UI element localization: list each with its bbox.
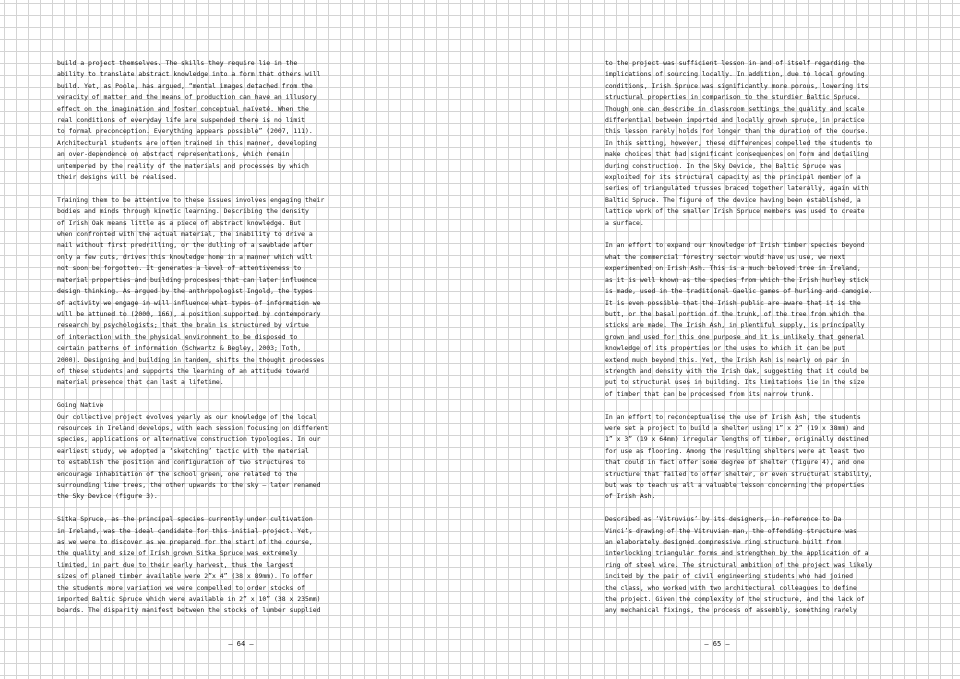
paragraph: Our collective project evolves yearly as our knowledge of the local resources in Ireland develops, with each session focusing on different species, applications or alternative construction typologies. In our earliest study, we adopted a ‘sketching’ tactic with the material to establish the position and configuration of two structures to encourage inhabitation of the school green, one related to the surrounding lime trees, the other upwards to the sky – later renamed the Sky Device (figure 3). bbox=[57, 412, 329, 501]
section-heading: Going Native bbox=[57, 401, 104, 410]
paragraph: In an effort to reconceptualise the use of Irish Ash, the students were set a project to build a shelter using 1” x 2” (19 x 38mm) and 1” x 3” (19 x 64mm) irregular lengths of timber, originally destined for use as flooring. Among the resulting shelters were at least two that could in fact offer some degree of shelter (figure 4), and one structure that failed to offer shelter, or even structural stability, but was to teach us all a valuable lesson concerning the properties of Irish Ash. bbox=[605, 412, 873, 501]
right-page bbox=[605, 58, 905, 628]
page-number-left: – 64 – bbox=[228, 640, 254, 648]
paragraph: Sitka Spruce, as the principal species currently under cultivation in Ireland, was the ideal candidate for this initial project. Yet, as we were to discover as we prepared for the start of the course, the quality and size of Irish grown Sitka Spruce was extremely limited, in part due to their early harvest, thus the largest sizes of planed timber available were 2”x 4” (38 x 89mm). To offer the students more variation we were compelled to order stocks of imported Baltic Spruce which were available in 2” x 10” (38 x 235mm) boards. The disparity manifest between the stocks of lumber supplied bbox=[57, 515, 321, 615]
left-page bbox=[57, 58, 357, 628]
paragraph: In an effort to expand our knowledge of Irish timber species beyond what the commercial forestry sector would have us use, we next experimented on Irish Ash. This is a much beloved tree in Ireland, as it is well known as the species from which the Irish hurley stick is made, used in the traditional Gaelic games of hurling and camogie. It is even possible that the Irish public are aware that it is the butt, or the basal portion of the trunk, of the tree from which the sticks are made. The Irish Ash, in plentiful supply, is principally grown and used for this one purpose and it is unlikely that general knowledge of its properties or the uses to which it can be put extend much beyond this. Yet, the Irish Ash is nearly on par in strength and density with the Irish Oak, suggesting that it could be put to structural uses in building. Its limitations lie in the size of timber that can be processed from its narrow trunk. bbox=[605, 241, 873, 398]
paragraph: to the project was sufficient lesson in and of itself regarding the implications of sourcing locally. In addition, due to local growing conditions, Irish Spruce was significantly more porous, lowering its structural properties in comparison to the sturdier Baltic Spruce. Though one can describe in classroom settings the quality and scale differential between imported and locally grown spruce, in practice this lesson rarely holds for longer than the duration of the course. In this setting, however, these differences compelled the students to make choices that had significant consequences on form and detailing during construction. In the Sky Device, the Baltic Spruce was exploited for its structural capacity as the principal member of a series of triangulated trusses braced together laterally, again with Baltic Spruce. The figure of the device having been established, a lattice work of the smaller Irish Spruce members was used to create a surface. bbox=[605, 59, 873, 227]
paragraph: build a project themselves. The skills they require lie in the ability to translate abstract knowledge into a form that others will build. Yet, as Poole, has argued, “mental images detached from the veracity of matter and the means of production can have an illusory effect on the imagination and foster conceptual naïveté. When the real conditions of everyday life are suspended there is no limit to formal preconception. Everything appears possible” (2007, 111). Architectural students are often trained in this manner, developing an over-dependence on abstract representations, which remain untempered by the reality of the materials and processes by which their designs will be realised. bbox=[57, 59, 321, 182]
paragraph: Described as ‘Vitruvius’ by its designers, in reference to Da Vinci’s drawing of the Vitruvian man, the offending structure was an elaborately designed compressive ring structure built from interlocking triangular forms and strengthen by the application of a ring of steel wire. The structural ambition of the project was likely incited by the pair of civil engineering students who had joined the class, who worked with two architectural colleagues to define the project. Given the complexity of the structure, and the lack of any mechanical fixings, the process of assembly, something rarely bbox=[605, 515, 873, 615]
paragraph: Training them to be attentive to these issues involves engaging their bodies and minds through kinetic learning. Describing the density of Irish Oak means little as a piece of abstract knowledge. But when confronted with the actual material, the inability to drive a nail without first predrilling, or the dulling of a sawblade after only a few cuts, drives this knowledge home in a manner which will not soon be forgotten. It generates a level of attentiveness to material properties and building processes that can later influence design thinking. As argued by the anthropologist Ingold, the types of activity we engage in will influence what types of information we will be attuned to (2000, 166), a position supported by contemporary research by psychologists; that the brain is structured by virtue of interaction with the physical environment to be disposed to certain patterns of information (Schwartz & Begley, 2003; Toth, 2000). Designing and building in tandem, shifts the thought processes of these students and supports the learning of an attitude toward material presence that can last a lifetime. bbox=[57, 195, 325, 387]
page-number-right: – 65 – bbox=[704, 640, 730, 648]
